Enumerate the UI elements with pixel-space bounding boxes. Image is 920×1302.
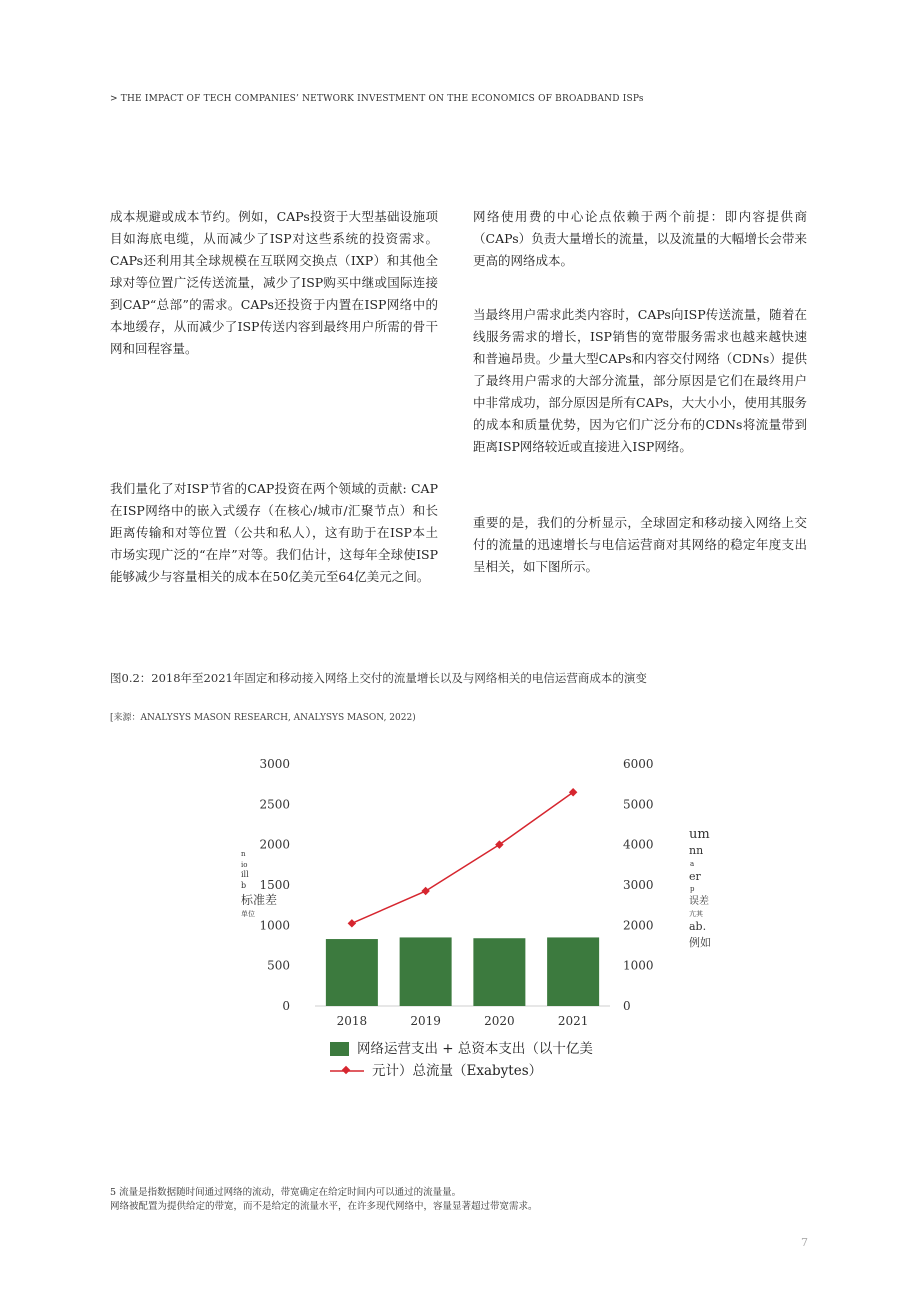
figure-title: 图0.2：2018年至2021年固定和移动接入网络上交付的流量增长以及与网络相关的电信运营商成本的演变 xyxy=(110,671,647,685)
bar-2018 xyxy=(326,939,378,1006)
bar-series xyxy=(326,937,599,1006)
x-tick-label: 2019 xyxy=(410,1014,441,1028)
running-header: > THE IMPACT OF TECH COMPANIES’ NETWORK INVESTMENT ON THE ECONOMICS OF BROADBAND ISPs xyxy=(110,94,644,104)
footnote xyxy=(110,1186,538,1214)
legend-line-label: 元计）总流量（Exabytes） xyxy=(372,1063,543,1079)
legend-bar-label: 网络运营支出 + 总资本支出（以十亿美 xyxy=(357,1041,593,1057)
right-tick-label: 5000 xyxy=(623,797,654,812)
left-axis-label-line: 标准差 xyxy=(241,893,278,907)
legend-item-line xyxy=(330,1060,593,1082)
left-axis-label-line: ill xyxy=(241,870,249,879)
right-tick-label: 4000 xyxy=(623,837,654,852)
right-tick-label: 1000 xyxy=(623,958,654,973)
right-axis-label-line: nn xyxy=(689,844,704,857)
left-paragraph-1: 成本规避或成本节约。例如，CAPs投资于大型基础设施项目如海底电缆，从而减少了ISP对这些系统的投资需求。CAPs还利用其全球规模在互联网交换点（IXP）和其他全球对等位置广泛传送流量，减少了ISP购买中继或国际连接到CAP“总部”的需求。CAPs还投资于内置在ISP网络中的本地缓存，从而减少了ISP传送内容到最终用户所需的骨干网和回程容量。 xyxy=(110,209,438,356)
chart-legend xyxy=(330,1038,593,1082)
x-axis-ticks xyxy=(337,1014,589,1028)
traffic-point-2018 xyxy=(348,919,356,927)
left-axis-label-line: 单位 xyxy=(241,910,255,918)
left-paragraph-2: 我们量化了对ISP节省的CAP投资在两个领域的贡献: CAP在ISP网络中的嵌入式缓存（在核心/城市/汇聚节点）和长距离传输和对等位置（公共和私人），这有助于在ISP本土市场实现广泛的“在岸”对等。我们估计，这每年全球使ISP能够减少与容量相关的成本在50亿美元至64亿美元之间。 xyxy=(110,481,438,584)
right-axis-label-line: 误差 xyxy=(689,896,709,907)
traffic-cost-chart xyxy=(230,750,750,1035)
traffic-point-2019 xyxy=(421,887,429,895)
left-tick-label: 2500 xyxy=(259,797,290,812)
right-tick-label: 6000 xyxy=(623,757,654,771)
figure-source: [来源：ANALYSYS MASON RESEARCH, ANALYSYS MASON, 2022) xyxy=(110,713,416,723)
bar-2020 xyxy=(473,938,525,1006)
left-axis-label-line: n xyxy=(241,850,246,858)
x-tick-label: 2021 xyxy=(557,1014,589,1028)
right-axis-label-line: 亢其 xyxy=(689,910,703,918)
right-axis-label-line: 例如 xyxy=(689,936,711,949)
left-tick-label: 0 xyxy=(282,999,290,1013)
bar-2021 xyxy=(547,937,599,1006)
left-tick-label: 1500 xyxy=(259,878,290,892)
right-axis-label-line: a xyxy=(690,860,695,868)
right-paragraph-3: 重要的是，我们的分析显示，全球固定和移动接入网络上交付的流量的迅速增长与电信运营商对其网络的稳定年度支出呈相关，如下图所示。 xyxy=(473,515,807,574)
page-number: 7 xyxy=(801,1236,808,1249)
right-axis-label-line: um xyxy=(689,827,710,842)
right-tick-label: 3000 xyxy=(623,878,654,892)
right-tick-label: 2000 xyxy=(623,918,654,933)
right-axis-label-line: p xyxy=(690,885,695,893)
left-tick-label: 2000 xyxy=(259,837,290,852)
right-column xyxy=(473,206,807,578)
legend-bar-swatch xyxy=(330,1042,349,1056)
legend-item-bars xyxy=(330,1038,593,1060)
legend-line-symbol xyxy=(330,1065,364,1077)
left-tick-label: 1000 xyxy=(259,918,290,933)
right-axis-label-line: er xyxy=(689,870,701,883)
right-axis-ticks xyxy=(623,757,654,1013)
left-axis-label-line: io xyxy=(241,861,248,869)
right-axis-label xyxy=(689,827,711,949)
left-column xyxy=(110,206,438,588)
footnote-line-2: 网络被配置为提供给定的带宽，而不是给定的流量水平，在许多现代网络中，容量显著超过带宽需求。 xyxy=(110,1201,538,1212)
line-series xyxy=(348,788,578,928)
traffic-line xyxy=(352,792,573,923)
x-tick-label: 2018 xyxy=(336,1014,368,1028)
right-paragraph-2: 当最终用户需求此类内容时，CAPs向ISP传送流量，随着在线服务需求的增长，ISP销售的宽带服务需求也越来越快速和普遍昂贵。少量大型CAPs和内容交付网络（CDNs）提供了最终用户需求的大部分流量，部分原因是它们在最终用户中非常成功，部分原因是所有CAPs，大大小小，使用其服务的成本和质量优势，因为它们广泛分布的CDNs将流量带到距离ISP网络较近或直接进入ISP网络。 xyxy=(473,307,807,454)
left-tick-label: 500 xyxy=(267,958,290,973)
right-axis-label-line: ab. xyxy=(689,920,707,933)
x-tick-label: 2020 xyxy=(484,1014,515,1028)
footnote-line-1: 5 流量是指数据随时间通过网络的流动，带宽确定在给定时间内可以通过的流量量。 xyxy=(110,1187,462,1198)
bar-2019 xyxy=(400,937,452,1006)
left-axis-label-line: b xyxy=(241,881,247,890)
right-tick-label: 0 xyxy=(623,999,631,1013)
left-tick-label: 3000 xyxy=(259,757,290,771)
right-paragraph-1: 网络使用费的中心论点依赖于两个前提：即内容提供商（CAPs）负责大量增长的流量，以及流量的大幅增长会带来更高的网络成本。 xyxy=(473,209,807,268)
left-axis-ticks xyxy=(259,757,290,1013)
